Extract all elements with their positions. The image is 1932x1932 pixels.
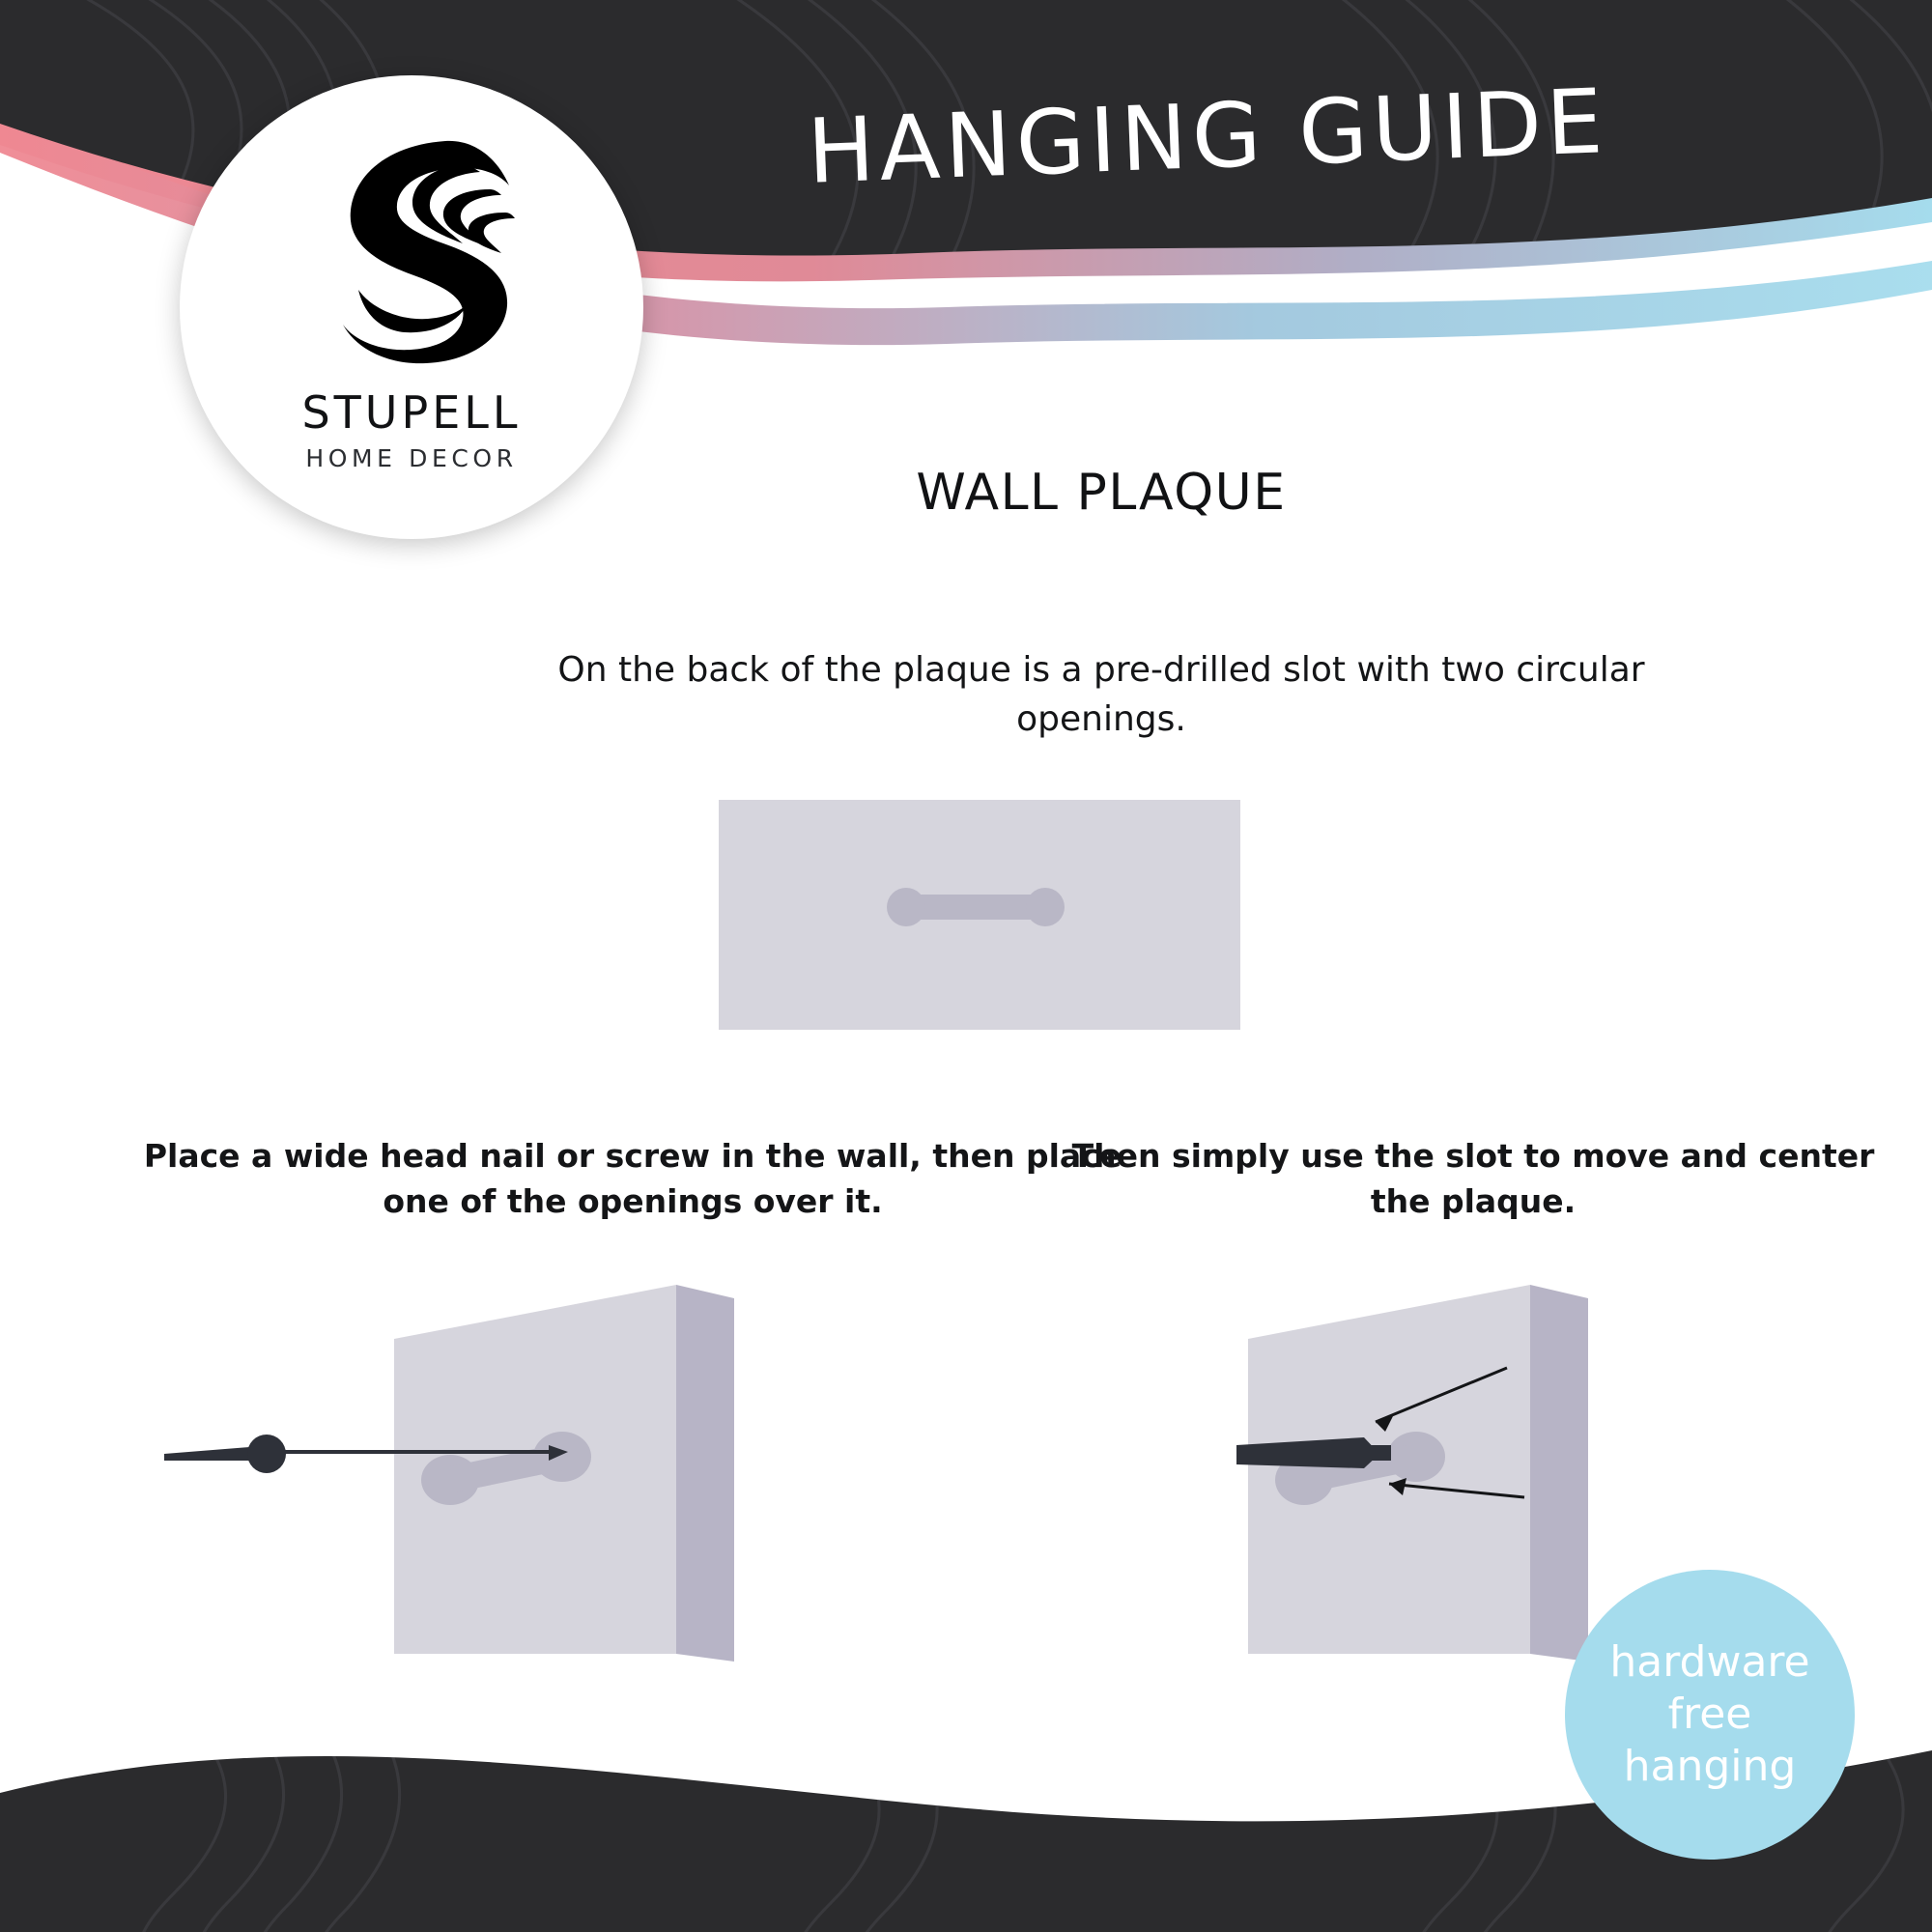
brand-tagline: HOME DECOR <box>305 444 518 472</box>
step-2-description: Place a wide head nail or screw in the wall, then place one of the openings over it. <box>143 1137 1122 1220</box>
badge-line-2: free <box>1667 1690 1752 1740</box>
brand-name: STUPELL <box>301 386 522 439</box>
page-title: HANGING GUIDE <box>806 70 1609 204</box>
stupell-swoosh-logo-icon <box>300 135 523 367</box>
hardware-free-hanging-badge <box>1565 1570 1855 1860</box>
step-2-illustration <box>164 1256 976 1710</box>
badge-line-1: hardware <box>1609 1637 1810 1688</box>
step-3-description: Then simply use the slot to move and center the plaque. <box>1071 1137 1875 1220</box>
product-type-label: WALL PLAQUE <box>916 464 1287 522</box>
step-1-description: On the back of the plaque is a pre-drilled slot with two circular openings. <box>557 650 1645 740</box>
brand-logo-badge <box>180 75 643 539</box>
plaque-back-illustration <box>719 800 1240 1030</box>
keyhole-slot-icon <box>898 895 1053 920</box>
badge-line-3: hanging <box>1623 1741 1797 1791</box>
